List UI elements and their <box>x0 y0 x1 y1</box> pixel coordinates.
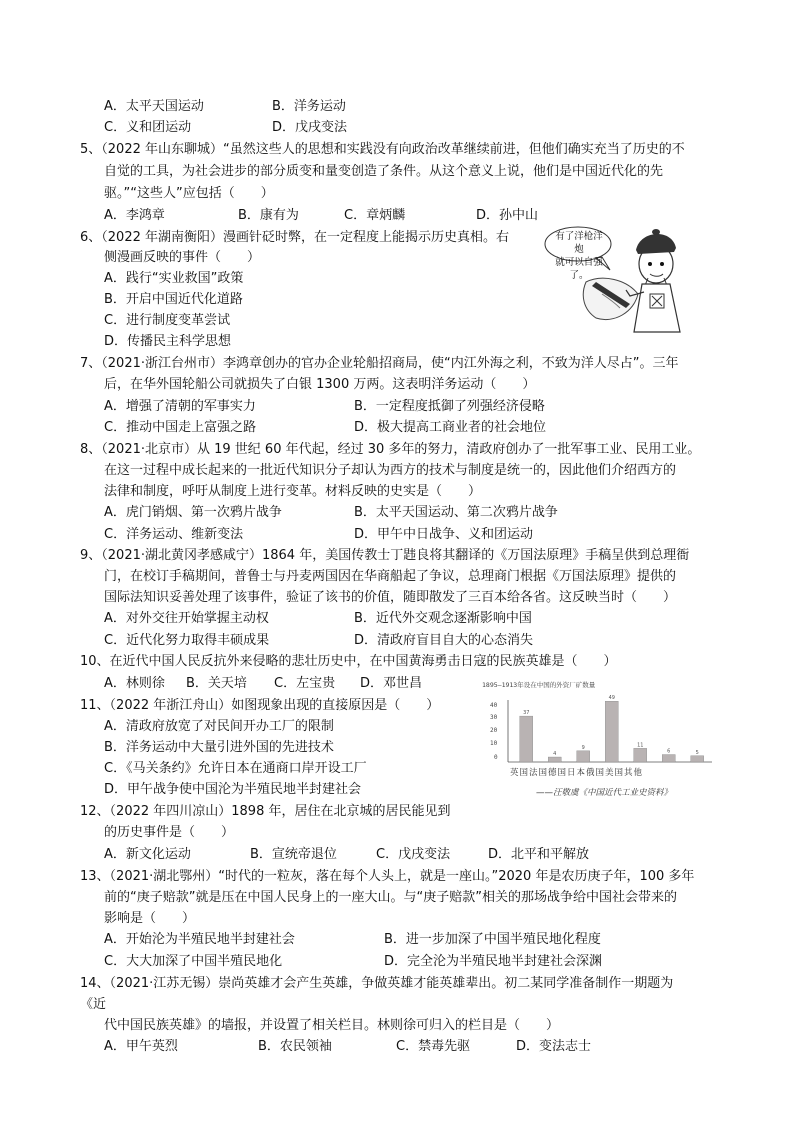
q9-option-d[interactable]: D．清政府盲目自大的心态消失 <box>354 633 534 648</box>
q11-bar-chart <box>478 680 718 804</box>
y-tick-20: 20 <box>490 727 498 734</box>
q14-stem-line-1: 14、（2021·江苏无锡）崇尚英雄才会产生英雄，争做英雄才能英雄辈出。初二某同学准备制作一期题为 <box>80 976 674 991</box>
q14-option-b[interactable]: B．农民领袖 <box>258 1039 332 1054</box>
q4-option-a[interactable]: A．太平天国运动 <box>104 99 204 114</box>
bar-4 <box>634 748 647 762</box>
q5-stem-line-2: 自觉的工具，为社会进步的部分质变和量变创造了条件。从这个意义上说，他们是中国近代化的先 <box>104 164 664 179</box>
q14-option-a[interactable]: A．甲午英烈 <box>104 1039 178 1054</box>
q11-option-a[interactable]: A．清政府放宽了对民间开办工厂的限制 <box>104 719 334 734</box>
q14-option-d[interactable]: D．变法志士 <box>516 1039 592 1054</box>
q6-option-c[interactable]: C．进行制度变革尝试 <box>104 313 231 328</box>
q9-option-c[interactable]: C．近代化努力取得丰硕成果 <box>104 633 270 648</box>
bar-0 <box>520 716 533 762</box>
q5-option-d[interactable]: D．孙中山 <box>476 208 539 223</box>
q8-option-c[interactable]: C．洋务运动、维新变法 <box>104 527 244 542</box>
q8-option-d[interactable]: D．甲午中日战争、义和团运动 <box>354 527 534 542</box>
q9-stem-line-1: 9、（2021·湖北黄冈孝感咸宁）1864 年，美国传教士丁韪良将其翻译的《万国法原理》手稿呈供到总理衙 <box>80 548 690 563</box>
q9-option-a[interactable]: A．对外交往开始掌握主动权 <box>104 611 269 626</box>
q11-stem-line-1: 11、（2022 年浙江舟山）如图现象出现的直接原因是（ ） <box>80 698 440 713</box>
q11-option-d[interactable]: D．甲午战争使中国沦为半殖民地半封建社会 <box>104 782 362 797</box>
q6-option-b[interactable]: B．开启中国近代化道路 <box>104 292 243 307</box>
q12-stem-line-1: 12、（2022 年四川凉山）1898 年，居住在北京城的居民能见到 <box>80 804 451 819</box>
q12-option-a[interactable]: A．新文化运动 <box>104 847 191 862</box>
chart-category-labels: 英国法国德国日本俄国美国其他 <box>510 768 644 778</box>
bar-value-label-1: 4 <box>553 751 557 758</box>
q13-stem-line-1: 13、（2021·湖北鄂州）“时代的一粒灰，落在每个人头上，就是一座山。”2020 年是农历庚子年，100 多年 <box>80 869 695 884</box>
q13-option-b[interactable]: B．进一步加深了中国半殖民地化程度 <box>384 932 601 947</box>
cartoon-bubble-line-1: 有了洋枪洋炮 <box>555 231 603 255</box>
chart-title: 1895—1913年设在中国的外资厂矿数量 <box>482 681 596 689</box>
y-tick-0: 0 <box>494 754 498 761</box>
q4-option-d[interactable]: D．戊戌变法 <box>272 120 348 135</box>
bar-5 <box>662 755 675 762</box>
y-tick-40: 40 <box>490 702 498 709</box>
bar-1 <box>548 757 561 762</box>
q8-option-b[interactable]: B．太平天国运动、第二次鸦片战争 <box>354 505 558 520</box>
q4-option-b[interactable]: B．洋务运动 <box>272 99 346 114</box>
q5-option-c[interactable]: C．章炳麟 <box>344 208 406 223</box>
q10-option-b[interactable]: B．关天培 <box>186 676 247 691</box>
q6-cartoon <box>544 224 692 336</box>
cartoon-bubble-line-2: 就可以自强了。 <box>555 257 603 281</box>
q6-option-a[interactable]: A．践行“实业救国”政策 <box>104 271 244 286</box>
q5-stem-line-1: 5、（2022 年山东聊城）“虽然这些人的思想和实践没有向政治改革继续前进，但他们确实充当了历史的不 <box>80 142 685 157</box>
q8-stem-line-2: 在这一过程中成长起来的一批近代知识分子却认为西方的技术与制度是统一的，因此他们介绍西方的 <box>104 463 677 478</box>
bar-2 <box>577 751 590 762</box>
q7-stem-line-1: 7、（2021·浙江台州市）李鸿章创办的官办企业轮船招商局，使“内江外海之利，不致为洋人尽占”。三年 <box>80 356 679 371</box>
q11-option-c[interactable]: C．《马关条约》允许日本在通商口岸开设工厂 <box>104 761 367 776</box>
q7-option-b[interactable]: B．一定程度抵御了列强经济侵略 <box>354 399 545 414</box>
q7-option-c[interactable]: C．推动中国走上富强之路 <box>104 420 257 435</box>
bar-value-label-2: 9 <box>581 744 585 751</box>
q9-option-b[interactable]: B．近代外交观念逐渐影响中国 <box>354 611 532 626</box>
bar-3 <box>605 701 618 762</box>
q12-option-d[interactable]: D．北平和平解放 <box>488 847 590 862</box>
bar-value-label-3: 49 <box>608 695 615 702</box>
y-tick-30: 30 <box>490 714 498 721</box>
q8-stem-line-1: 8、（2021·北京市）从 19 世纪 60 年代起，经过 30 多年的努力，清政府创办了一批军事工业、民用工业。 <box>80 442 701 457</box>
q5-option-a[interactable]: A．李鸿章 <box>104 208 165 223</box>
bar-value-label-0: 37 <box>523 710 530 717</box>
q7-stem-line-2: 后，在华外国轮船公司就损失了白银 1300 万两。这表明洋务运动（ ） <box>104 377 536 392</box>
q7-option-d[interactable]: D．极大提高工商业者的社会地位 <box>354 420 547 435</box>
q5-option-b[interactable]: B．康有为 <box>238 208 299 223</box>
cartoon-bubble-text <box>553 230 605 282</box>
y-tick-10: 10 <box>490 740 498 747</box>
q12-option-c[interactable]: C．戊戌变法 <box>376 847 451 862</box>
q8-option-a[interactable]: A．虎门销烟、第一次鸦片战争 <box>104 505 282 520</box>
bar-value-label-5: 6 <box>667 748 671 755</box>
q10-option-a[interactable]: A．林则徐 <box>104 676 165 691</box>
bar-6 <box>691 756 704 762</box>
q9-stem-line-2: 门，在校订手稿期间，普鲁士与丹麦两国因在华商船起了争议，总理商门根据《万国法原理》提供的 <box>104 569 677 584</box>
q12-stem-line-2: 的历史事件是（ ） <box>104 825 235 840</box>
q13-option-a[interactable]: A．开始沦为半殖民地半封建社会 <box>104 932 295 947</box>
q4-option-c[interactable]: C．义和团运动 <box>104 120 192 135</box>
q13-option-c[interactable]: C．大大加深了中国半殖民地化 <box>104 954 283 969</box>
q7-option-a[interactable]: A．增强了清朝的军事实力 <box>104 399 256 414</box>
q13-stem-line-3: 影响是（ ） <box>104 911 196 926</box>
q13-option-d[interactable]: D．完全沦为半殖民地半封建社会深渊 <box>384 954 603 969</box>
q6-stem-line-1: 6、（2022 年湖南衡阳）漫画针砭时弊，在一定程度上能揭示历史真相。右 <box>80 230 509 245</box>
q14-stem-line-3: 代中国民族英雄》的墙报，并设置了相关栏目。林则徐可归入的栏目是（ ） <box>104 1018 560 1033</box>
q10-stem-line-1: 10、在近代中国人民反抗外来侵略的悲壮历史中，在中国黄海勇击日寇的民族英雄是（ ） <box>80 654 617 669</box>
q14-option-c[interactable]: C．禁毒先驱 <box>396 1039 471 1054</box>
q6-option-d[interactable]: D．传播民主科学思想 <box>104 334 232 349</box>
q12-option-b[interactable]: B．宣统帝退位 <box>250 847 337 862</box>
q5-stem-line-3: 驱。”“这些人”应包括（ ） <box>104 186 274 201</box>
q6-stem-line-2: 侧漫画反映的事件（ ） <box>104 250 261 265</box>
q8-stem-line-3: 法律和制度，呼吁从制度上进行变革。材料反映的史实是（ ） <box>104 484 482 499</box>
q10-option-d[interactable]: D．邓世昌 <box>360 676 423 691</box>
bar-value-label-4: 11 <box>637 742 644 749</box>
q14-stem-line-2: 《近 <box>80 997 107 1012</box>
chart-source: ——汪敬虞《中国近代工业史资料》 <box>536 788 673 798</box>
q13-stem-line-2: 前的“庚子赔款”就是压在中国人民身上的一座大山。与“庚子赔款”相关的那场战争给中国社会带来的 <box>104 890 677 905</box>
q11-option-b[interactable]: B．洋务运动中大量引进外国的先进技术 <box>104 740 334 755</box>
q10-option-c[interactable]: C．左宝贵 <box>274 676 336 691</box>
q9-stem-line-3: 国际法知识妥善处理了该事件，验证了该书的价值，随即散发了三百本给各省。这反映当时（ ） <box>104 590 677 605</box>
bar-value-label-6: 5 <box>695 749 699 756</box>
